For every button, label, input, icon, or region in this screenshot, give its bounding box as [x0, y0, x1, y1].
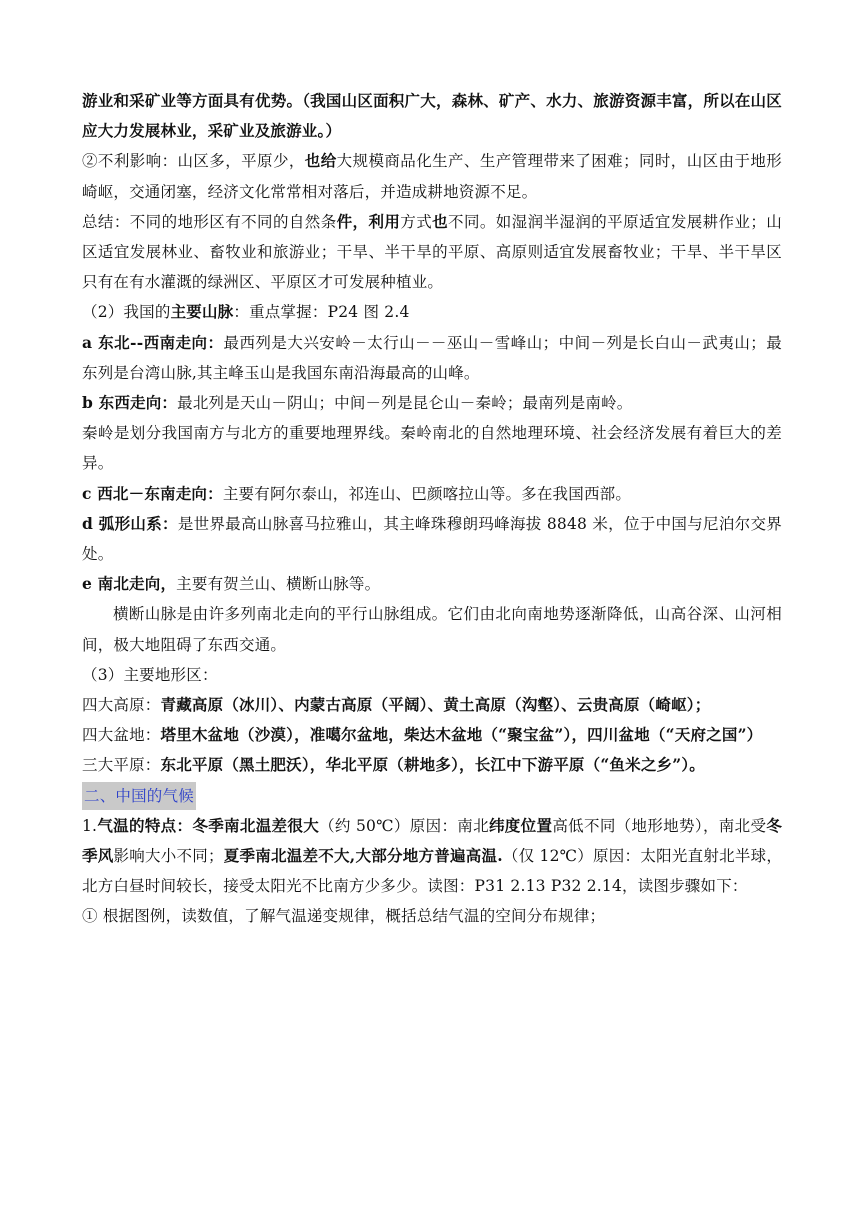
bold-text: e 南北走向，	[82, 574, 177, 594]
text: 1.	[82, 816, 98, 835]
text: 高低不同（地形地势），南北受	[552, 816, 767, 835]
paragraph-ne-sw	[82, 328, 782, 388]
text: 最西列	[223, 333, 272, 352]
bold-text: 塔里木盆地（沙漠），准噶尔盆地，柴达木盆地（“聚宝盆”），四川盆地（“天府之国”）	[160, 725, 763, 745]
text: 秦岭是划分我国南方与北方的重要地理界线。秦岭南北的自然地理环境、社会经济发展有着巨大的差异。	[82, 424, 782, 473]
bold-text: 也给	[304, 151, 337, 171]
paragraph-temperature	[82, 811, 782, 902]
heading-highlight: 二、中国的气候	[82, 782, 196, 810]
bold-text: d 弧形山系：	[82, 513, 178, 533]
paragraph-mountains-heading	[82, 297, 782, 327]
paragraph-nw-se	[82, 479, 782, 509]
bold-text: 气温的特点：冬季南北温差很大	[97, 815, 320, 835]
paragraph-n-s	[82, 569, 782, 599]
text: ：重点掌握：P24 图 2.4	[233, 303, 410, 322]
text: 大规模商品化生产、生产管理带来了困难；同时，山区由于地形崎岖，交通闭塞，经济文化常常相对落后，并造成耕地资源不足。	[82, 152, 782, 201]
paragraph-e-w	[82, 388, 782, 418]
text: 是世界最高山脉喜马拉雅山，其主峰珠穆朗玛峰海拔 8848 米，位于中国与尼泊尔交界处。	[82, 514, 782, 564]
bold-text: 冬季风	[82, 815, 782, 866]
bold-text: 夏季南北温差不大,大部分地方普遍高温.	[223, 846, 503, 866]
paragraph-arc	[82, 509, 782, 569]
text: 主要有贺兰山、横断山脉等。	[176, 575, 381, 594]
text: 横断山脉是由许多列南北走向的平行山脉组成。它们由北向南地势逐渐降低，山高谷深、山河相间，极大地阻碍了东西交通。	[82, 605, 782, 654]
text: （3）主要地形区：	[82, 665, 218, 684]
text: 总结：不同的地形区有不同的自然条	[82, 212, 337, 231]
paragraph-basins	[82, 720, 782, 750]
text: 三大平原：	[82, 756, 161, 775]
paragraph-step-1	[82, 901, 782, 931]
bold-text: 主要山脉	[170, 302, 234, 322]
document-page	[82, 86, 782, 932]
text: ① 根据图例，读数值，了解气温递变规律，概括总结气温的空间分布规律；	[82, 907, 606, 926]
bold-text: a 东北--西南走向：	[82, 332, 224, 352]
bold-text: c 西北－东南走向：	[82, 483, 223, 503]
paragraph-summary	[82, 207, 782, 298]
paragraph-plateaus	[82, 690, 782, 720]
text: 是大兴安岭－太行山－－巫山－雪峰山；中间－列是长白山－武夷山；最东列是台湾山脉,其主峰玉山是我国东南沿海最高的山峰。	[82, 333, 782, 382]
text: 影响大小不同；	[113, 847, 224, 866]
bold-text: 游业和采矿业等方面具有优势。（我国山区面积广大，森林、矿产、水力、旅游资源丰富，所以在山区应大力发展林业，采矿业及旅游业。）	[82, 91, 782, 141]
paragraph-disadvantages	[82, 146, 782, 206]
paragraph-advantages	[82, 86, 782, 146]
bold-text: 青藏高原（冰川）、内蒙古高原（平阔）、黄土高原（沟壑）、云贵高原（崎岖）；	[160, 695, 711, 715]
text: （仅 12℃）原因：太阳光直射北半球，北方白昼时间较长，接受太阳光不比南方少多少。读图：P31 2.13 P32 2.14，读图步骤如下：	[82, 847, 783, 896]
section-heading-climate	[82, 781, 782, 811]
text: （2）我国的	[82, 303, 171, 322]
text: 方式	[400, 212, 433, 231]
bold-text: 也	[432, 211, 449, 231]
text: 主要有阿尔泰山，祁连山、巴颜喀拉山等。多在我国西部。	[222, 484, 632, 503]
text: （约 50℃）原因：南北	[319, 816, 489, 835]
bold-text: 纬度位置	[488, 815, 553, 835]
paragraph-hengduan	[82, 599, 782, 659]
text: 四大盆地：	[82, 726, 161, 745]
text: ②不利影响：山区多，平原少，	[82, 152, 305, 171]
paragraph-plains	[82, 750, 782, 780]
text: 不同。如湿润半湿润的平原适宜发展耕作业；山区适宜发展林业、畜牧业和旅游业；干旱、半干旱的平原、高原则适宜发展畜牧业；干旱、半干旱区只有在有水灌溉的绿洲区、平原区才可发展种植业。	[82, 212, 782, 292]
text: 最北列是天山－阴山；中间－列是昆仑山－秦岭；最南列是南岭。	[177, 394, 633, 413]
text: 四大高原：	[82, 696, 161, 715]
bold-text: b 东西走向：	[82, 393, 178, 413]
paragraph-qinling	[82, 418, 782, 478]
bold-text: 件，利用	[336, 211, 401, 231]
bold-text: 东北平原（黑土肥沃），华北平原（耕地多），长江中下游平原（“鱼米之乡”）。	[160, 755, 705, 775]
paragraph-landform-heading	[82, 660, 782, 690]
